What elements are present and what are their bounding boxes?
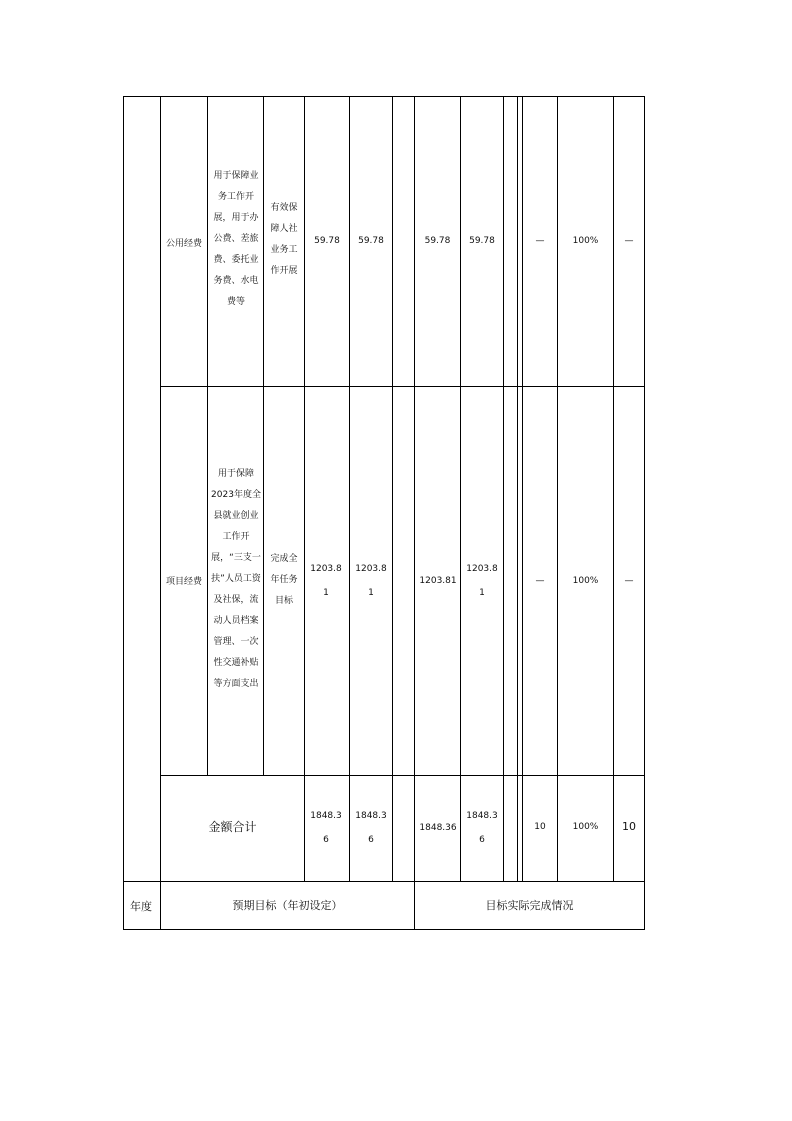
actual-value: 59.78: [469, 235, 495, 246]
grid-line: [304, 96, 305, 881]
grid-line: [123, 96, 645, 97]
grid-line: [263, 96, 264, 775]
score-value: 10: [534, 821, 546, 832]
grid-line: [644, 96, 645, 930]
grid-line: [613, 96, 614, 881]
grid-line: [123, 96, 124, 930]
budget-value: 1848.36: [310, 811, 342, 845]
row-name: 公用经费: [165, 238, 202, 249]
grid-line: [522, 96, 523, 881]
grid-line: [392, 96, 393, 881]
budget-value: 59.78: [358, 235, 384, 246]
actual-value: 1848.36: [466, 811, 498, 845]
row-target: 完成全年任务目标: [270, 553, 298, 606]
rate-value: 100%: [572, 575, 599, 586]
grid-line: [503, 96, 504, 881]
score-value: —: [535, 575, 545, 586]
actual-value: 1848.36: [419, 823, 457, 833]
actual-value: 59.78: [424, 235, 451, 246]
grid-line: [160, 386, 645, 387]
row-target: 有效保障人社业务工作开展: [270, 203, 298, 276]
row-purpose: 用于保障业务工作开展，用于办公费、差旅费、委托业务费、水电费等: [213, 170, 259, 307]
deduct-value: 10: [622, 820, 636, 834]
score-value: —: [535, 235, 545, 246]
grid-line: [517, 96, 518, 881]
budget-value: 59.78: [314, 235, 340, 246]
rate-value: 100%: [572, 235, 599, 246]
grid-line: [557, 96, 558, 881]
budget-value: 1203.81: [310, 564, 342, 598]
row-name: 项目经费: [165, 576, 202, 587]
actual-completion-header: 目标实际完成情况: [485, 899, 574, 913]
row-purpose: 用于保障2023年度全县就业创业工作开展，“三支一扶”人员工资及社保，流动人员档案管理、一次性交通补贴等方面支出: [211, 468, 261, 689]
expected-goal-header: 预期目标（年初设定）: [232, 899, 343, 913]
budget-value: 1848.36: [355, 811, 387, 845]
budget-value: 1203.81: [355, 564, 387, 598]
grid-line: [123, 929, 645, 930]
actual-value: 1203.81: [419, 576, 457, 586]
grid-line: [160, 96, 161, 930]
total-label: 金额合计: [208, 820, 257, 835]
deduct-value: —: [624, 575, 634, 586]
grid-line: [123, 881, 645, 882]
grid-line: [460, 96, 461, 881]
year-label: 年度: [130, 899, 152, 913]
deduct-value: —: [624, 235, 634, 246]
actual-value: 1203.81: [466, 564, 498, 598]
grid-line: [349, 96, 350, 881]
grid-line: [207, 96, 208, 775]
grid-line: [160, 775, 645, 776]
rate-value: 100%: [572, 821, 599, 832]
grid-line: [414, 96, 415, 930]
